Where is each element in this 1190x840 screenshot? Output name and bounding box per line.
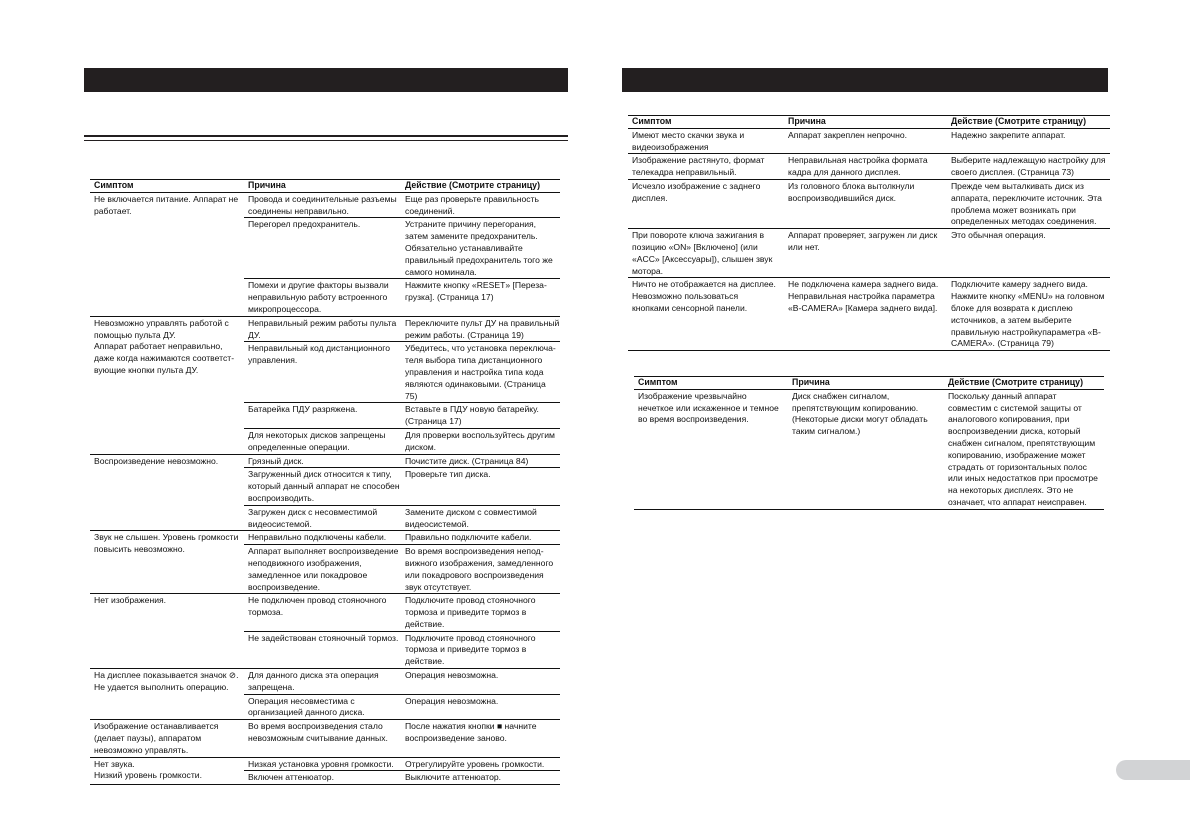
header-symptom: Симптом bbox=[634, 377, 788, 390]
cell-line: во время воспроизведения. bbox=[638, 414, 749, 425]
cell-line: Нет изображения. bbox=[94, 595, 167, 606]
header-action: Действие (Смотрите страницу) bbox=[944, 377, 1104, 390]
table-row bbox=[628, 278, 1110, 351]
cell-line: кнопками сенсорной панели. bbox=[632, 302, 748, 313]
cell-line: Не подключен провод стояночного bbox=[248, 595, 387, 606]
cell-line: Из головного блока вытолкнули bbox=[788, 180, 915, 191]
cell-line: Провода и соединительные разъемы bbox=[248, 193, 397, 204]
table-row bbox=[90, 531, 560, 545]
action-cell bbox=[947, 179, 1110, 228]
cell-line: воспроизведении диска, который bbox=[948, 426, 1081, 437]
cell-line: запрещена. bbox=[248, 681, 295, 692]
cell-line: управления. bbox=[248, 355, 298, 366]
cell-line: блоке для возврата к дисплею bbox=[951, 302, 1073, 313]
symptom-cell bbox=[628, 278, 784, 351]
cause-cell bbox=[244, 342, 401, 403]
cell-line: Не задействован стояночный тормоз. bbox=[248, 632, 399, 643]
cell-line: звук отсутствует. bbox=[405, 581, 472, 592]
left-section-rule bbox=[84, 135, 568, 137]
cause-cell bbox=[244, 594, 401, 631]
cause-cell bbox=[244, 192, 401, 218]
cell-line: помощью пульта ДУ. bbox=[94, 329, 176, 340]
cause-cell bbox=[244, 505, 401, 531]
cause-cell bbox=[244, 757, 401, 771]
left-section-rule-thin bbox=[84, 140, 568, 141]
cell-line: Батарейка ПДУ разряжена. bbox=[248, 404, 358, 415]
cell-line: На дисплее показывается значок ⊘. bbox=[94, 670, 239, 681]
action-cell bbox=[401, 454, 560, 468]
cell-line: Прежде чем выталкивать диск из bbox=[951, 180, 1084, 191]
cell-line: Перегорел предохранитель. bbox=[248, 219, 361, 230]
cell-line: Звук не слышен. Уровень громкости bbox=[94, 532, 239, 543]
cell-line: Для некоторых дисков запрещены bbox=[248, 429, 386, 440]
cell-line: определенных методах соединения. bbox=[951, 216, 1097, 227]
left-trouble-table bbox=[90, 179, 560, 785]
cell-line: соединены неправильно. bbox=[248, 205, 349, 216]
table-row bbox=[90, 192, 560, 218]
symptom-cell bbox=[90, 454, 244, 531]
cell-line: телекадра неправильный. bbox=[632, 167, 737, 178]
cell-line: вижного изображения, замедленного bbox=[405, 557, 554, 568]
symptom-cell bbox=[634, 389, 788, 509]
cell-line: Проверьте тип диска. bbox=[405, 469, 491, 480]
header-action: Действие (Смотрите страницу) bbox=[401, 180, 560, 193]
cell-line: или покадрового воспроизведения bbox=[405, 569, 544, 580]
cause-cell bbox=[244, 454, 401, 468]
cell-line: Замените диском с совместимой bbox=[405, 506, 537, 517]
cell-line: кадра для данного дисплея. bbox=[788, 167, 901, 178]
cell-line: таким сигналом.) bbox=[792, 426, 861, 437]
header-cause: Причина bbox=[244, 180, 401, 193]
cell-line: видеосистемой. bbox=[248, 518, 312, 529]
cell-line: определенные операции. bbox=[248, 441, 350, 452]
header-row bbox=[90, 180, 560, 193]
cell-line: затем замените предохранитель. bbox=[405, 231, 538, 242]
cell-line: Отрегулируйте уровень громкости. bbox=[405, 758, 545, 769]
cell-line: невозможно управлять. bbox=[94, 744, 189, 755]
cause-cell bbox=[784, 278, 947, 351]
cell-line: тормоза и приведите тормоз в bbox=[405, 644, 527, 655]
cause-cell bbox=[784, 179, 947, 228]
cause-cell bbox=[784, 229, 947, 278]
cell-line: аппарата, переключите источник. Эта bbox=[951, 192, 1102, 203]
cell-line: страдать от горизонтальных полос bbox=[948, 461, 1087, 472]
cell-line: Операция несовместима с bbox=[248, 695, 355, 706]
cell-line: неправильную работу встроенного bbox=[248, 292, 388, 303]
action-cell bbox=[401, 757, 560, 771]
cell-line: Подключите провод стояночного bbox=[405, 595, 536, 606]
cell-line: Устраните причину перегорания, bbox=[405, 219, 537, 230]
cause-cell bbox=[784, 154, 947, 180]
cell-line: Имеют место скачки звука и bbox=[632, 129, 745, 140]
cell-line: Изображение чрезвычайно bbox=[638, 390, 747, 401]
cell-line: работает. bbox=[94, 205, 132, 216]
table-row bbox=[90, 454, 560, 468]
cell-line: режим работы. (Страница 19) bbox=[405, 329, 524, 340]
cell-line: Низкий уровень громкости. bbox=[94, 770, 202, 781]
cell-line: Невозможно пользоваться bbox=[632, 291, 739, 302]
cell-line: Операция невозможна. bbox=[405, 695, 499, 706]
header-cause: Причина bbox=[788, 377, 944, 390]
cell-line: При повороте ключа зажигания в bbox=[632, 230, 765, 241]
cause-cell bbox=[244, 468, 401, 505]
cell-line: После нажатия кнопки ■ начните bbox=[405, 721, 537, 732]
symptom-cell bbox=[628, 128, 784, 154]
cell-line: 75) bbox=[405, 390, 418, 401]
table-row bbox=[90, 594, 560, 631]
cell-line: Поскольку данный аппарат bbox=[948, 390, 1057, 401]
cell-line: воспроизведение. bbox=[248, 581, 321, 592]
symptom-cell bbox=[90, 192, 244, 316]
symptom-cell bbox=[90, 720, 244, 757]
cell-line: «B-CAMERA» [Камера заднего вида]. bbox=[788, 302, 938, 313]
action-cell bbox=[401, 669, 560, 695]
cause-cell bbox=[244, 694, 401, 720]
table-row bbox=[90, 757, 560, 771]
cell-line: грузка]. (Страница 17) bbox=[405, 292, 494, 303]
cell-line: Это обычная операция. bbox=[951, 230, 1046, 241]
cell-line: Операция невозможна. bbox=[405, 670, 499, 681]
cell-line: Диск снабжен сигналом, bbox=[792, 390, 890, 401]
cell-line: (Страница 17) bbox=[405, 416, 462, 427]
cell-line: тормоза. bbox=[248, 607, 284, 618]
table-row bbox=[90, 669, 560, 695]
cell-line: ДУ. bbox=[248, 329, 261, 340]
left-header-bar bbox=[84, 68, 568, 92]
cause-cell bbox=[244, 428, 401, 454]
cell-line: Нет звука. bbox=[94, 758, 135, 769]
cell-line: Изображение растянуто, формат bbox=[632, 155, 765, 166]
cell-line: повысить невозможно. bbox=[94, 544, 185, 555]
cell-line: Загруженный диск относится к типу, bbox=[248, 469, 392, 480]
cell-line: Почистите диск. (Страница 84) bbox=[405, 455, 529, 466]
action-cell bbox=[401, 468, 560, 505]
cell-line: копированию, изображение может bbox=[948, 449, 1086, 460]
cell-line: соединений. bbox=[405, 205, 455, 216]
cell-line: неподвижного изображения, bbox=[248, 557, 362, 568]
right-header-bar bbox=[622, 68, 1108, 92]
cell-line: нечеткое или искаженное и темное bbox=[638, 402, 779, 413]
cell-line: Подключите камеру заднего вида. bbox=[951, 279, 1088, 290]
cell-line: мотора. bbox=[632, 265, 664, 276]
cell-line: Изображение останавливается bbox=[94, 721, 219, 732]
symptom-cell bbox=[628, 229, 784, 278]
cell-line: даже когда нажимаются соответст- bbox=[94, 353, 235, 364]
header-action: Действие (Смотрите страницу) bbox=[947, 116, 1110, 129]
cause-cell bbox=[244, 669, 401, 695]
cause-cell bbox=[244, 531, 401, 545]
cell-line: (Некоторые диски могут обладать bbox=[792, 414, 928, 425]
cell-line: Загружен диск с несовместимой bbox=[248, 506, 378, 517]
cell-line: Невозможно управлять работой с bbox=[94, 317, 229, 328]
cell-line: Аппарат работает неправильно, bbox=[94, 341, 223, 352]
cause-cell bbox=[784, 128, 947, 154]
cell-line: Аппарат закреплен непрочно. bbox=[788, 129, 908, 140]
cell-line: дисплея. bbox=[632, 192, 668, 203]
table-row bbox=[628, 229, 1110, 278]
cell-line: организацией данного диска. bbox=[248, 707, 365, 718]
cell-line: микропроцессора. bbox=[248, 303, 322, 314]
cell-line: теля выбора типа дистанционного bbox=[405, 355, 543, 366]
cell-line: тормоза и приведите тормоз в bbox=[405, 607, 527, 618]
cell-line: совместим с системой защиты от bbox=[948, 402, 1082, 413]
action-cell bbox=[401, 505, 560, 531]
cell-line: Аппарат проверяет, загружен ли диск bbox=[788, 230, 938, 241]
cell-line: правильный предохранитель того же bbox=[405, 254, 553, 265]
cause-cell bbox=[244, 720, 401, 757]
action-cell bbox=[944, 389, 1104, 509]
cell-line: проблема может возникать при bbox=[951, 204, 1076, 215]
cause-cell bbox=[244, 631, 401, 668]
cause-cell bbox=[244, 771, 401, 785]
action-cell bbox=[401, 771, 560, 785]
cell-line: означает, что аппарат неисправен. bbox=[948, 496, 1087, 507]
cause-cell bbox=[244, 279, 401, 316]
symptom-cell bbox=[90, 316, 244, 454]
cell-line: снабжен сигналом, препятствующим bbox=[948, 437, 1096, 448]
cell-line: Обязательно устанавливайте bbox=[405, 242, 523, 253]
cell-line: источников, а затем выберите bbox=[951, 314, 1072, 325]
symptom-cell bbox=[90, 594, 244, 669]
cell-line: Для данного диска эта операция bbox=[248, 670, 379, 681]
cell-line: Убедитесь, что установка переключа- bbox=[405, 343, 556, 354]
action-cell bbox=[947, 229, 1110, 278]
cell-line: вующие кнопки пульта ДУ. bbox=[94, 364, 199, 375]
cell-line: Неправильный код дистанционного bbox=[248, 343, 390, 354]
table-row bbox=[634, 389, 1104, 509]
action-cell bbox=[401, 694, 560, 720]
header-cause: Причина bbox=[784, 116, 947, 129]
action-cell bbox=[401, 428, 560, 454]
cell-line: Еще раз проверьте правильность bbox=[405, 193, 540, 204]
cell-line: Переключите пульт ДУ на правильный bbox=[405, 317, 560, 328]
page-tab bbox=[1116, 760, 1190, 780]
cell-line: воспроизведение заново. bbox=[405, 733, 507, 744]
symptom-cell bbox=[90, 757, 244, 785]
cell-line: Во время воспроизведения непод- bbox=[405, 546, 544, 557]
cause-cell bbox=[244, 545, 401, 594]
cell-line: Не подключена камера заднего вида. bbox=[788, 279, 939, 290]
cell-line: правильную настройкупараметра «B- bbox=[951, 326, 1101, 337]
table-row bbox=[90, 720, 560, 757]
cell-line: видеоизображения bbox=[632, 141, 709, 152]
action-cell bbox=[401, 218, 560, 279]
action-cell bbox=[401, 545, 560, 594]
header-row bbox=[634, 377, 1104, 390]
cause-cell bbox=[244, 403, 401, 429]
cell-line: Неправильный режим работы пульта bbox=[248, 317, 397, 328]
cell-line: являются одинаковыми. (Страница bbox=[405, 378, 546, 389]
cell-line: действие. bbox=[405, 656, 445, 667]
action-cell bbox=[401, 316, 560, 342]
action-cell bbox=[401, 631, 560, 668]
cell-line: (делает паузы), аппаратом bbox=[94, 733, 202, 744]
cell-line: управления и настройка типа кода bbox=[405, 366, 544, 377]
cell-line: диском. bbox=[405, 441, 437, 452]
cell-line: Нажмите кнопку «RESET» [Переза- bbox=[405, 280, 547, 291]
header-symptom: Симптом bbox=[628, 116, 784, 129]
cell-line: своего дисплея. (Страница 73) bbox=[951, 167, 1075, 178]
cell-line: Помехи и другие факторы вызвали bbox=[248, 280, 389, 291]
cell-line: замедленное или покадровое bbox=[248, 569, 368, 580]
cell-line: препятствующим копированию. bbox=[792, 402, 919, 413]
cell-line: Во время воспроизведения стало bbox=[248, 721, 383, 732]
cell-line: Аппарат выполняет воспроизведение bbox=[248, 546, 399, 557]
cell-line: аналогового копирования, при bbox=[948, 414, 1070, 425]
action-cell bbox=[401, 720, 560, 757]
cell-line: или нет. bbox=[788, 241, 820, 252]
cell-line: Неправильно подключены кабели. bbox=[248, 532, 387, 543]
symptom-cell bbox=[628, 179, 784, 228]
header-row bbox=[628, 116, 1110, 129]
cell-line: Включен аттенюатор. bbox=[248, 772, 334, 783]
cell-line: Исчезло изображение с заднего bbox=[632, 180, 761, 191]
action-cell bbox=[947, 278, 1110, 351]
symptom-cell bbox=[628, 154, 784, 180]
cell-line: Подключите провод стояночного bbox=[405, 632, 536, 643]
cell-line: невозможным считывание данных. bbox=[248, 733, 388, 744]
cell-line: Воспроизведение невозможно. bbox=[94, 455, 219, 466]
cause-cell bbox=[244, 316, 401, 342]
table-row bbox=[628, 154, 1110, 180]
cell-line: Выключите аттенюатор. bbox=[405, 772, 502, 783]
cell-line: или иных недостатков при просмотре bbox=[948, 473, 1098, 484]
cell-line: действие. bbox=[405, 618, 445, 629]
right-trouble-table-1 bbox=[628, 115, 1110, 351]
action-cell bbox=[401, 594, 560, 631]
cell-line: воспроизводившийся диск. bbox=[788, 192, 897, 203]
symptom-cell bbox=[90, 531, 244, 594]
table-row bbox=[628, 128, 1110, 154]
cause-cell bbox=[244, 218, 401, 279]
action-cell bbox=[401, 279, 560, 316]
right-trouble-table-2 bbox=[634, 376, 1104, 510]
cell-line: позицию «ON» [Включено] (или bbox=[632, 241, 758, 252]
cause-cell bbox=[788, 389, 944, 509]
action-cell bbox=[401, 531, 560, 545]
symptom-cell bbox=[90, 669, 244, 720]
action-cell bbox=[401, 192, 560, 218]
cell-line: Неправильная настройка параметра bbox=[788, 291, 935, 302]
cell-line: Нажмите кнопку «MENU» на головном bbox=[951, 291, 1105, 302]
cell-line: видеосистемой. bbox=[405, 518, 469, 529]
action-cell bbox=[947, 128, 1110, 154]
cell-line: Для проверки воспользуйтесь другим bbox=[405, 429, 555, 440]
cell-line: Вставьте в ПДУ новую батарейку. bbox=[405, 404, 539, 415]
cell-line: который данный аппарат не способен bbox=[248, 481, 400, 492]
action-cell bbox=[947, 154, 1110, 180]
cell-line: самого номинала. bbox=[405, 266, 477, 277]
cell-line: Ничто не отображается на дисплее. bbox=[632, 279, 776, 290]
cell-line: «ACC» [Аксессуары]), слышен звук bbox=[632, 253, 773, 264]
cell-line: Не включается питание. Аппарат не bbox=[94, 193, 239, 204]
cell-line: Неправильная настройка формата bbox=[788, 155, 928, 166]
cell-line: Правильно подключите кабели. bbox=[405, 532, 532, 543]
cell-line: Надежно закрепите аппарат. bbox=[951, 129, 1066, 140]
table-row bbox=[628, 179, 1110, 228]
cell-line: Низкая установка уровня громкости. bbox=[248, 758, 394, 769]
cell-line: CAMERA». (Страница 79) bbox=[951, 338, 1054, 349]
cell-line: Грязный диск. bbox=[248, 455, 304, 466]
cell-line: воспроизводить. bbox=[248, 492, 315, 503]
action-cell bbox=[401, 403, 560, 429]
cell-line: Выберите надлежащую настройку для bbox=[951, 155, 1106, 166]
cell-line: Не удается выполнить операцию. bbox=[94, 681, 229, 692]
header-symptom: Симптом bbox=[90, 180, 244, 193]
action-cell bbox=[401, 342, 560, 403]
table-row bbox=[90, 316, 560, 342]
cell-line: на некоторых дисплеях. Это не bbox=[948, 485, 1074, 496]
